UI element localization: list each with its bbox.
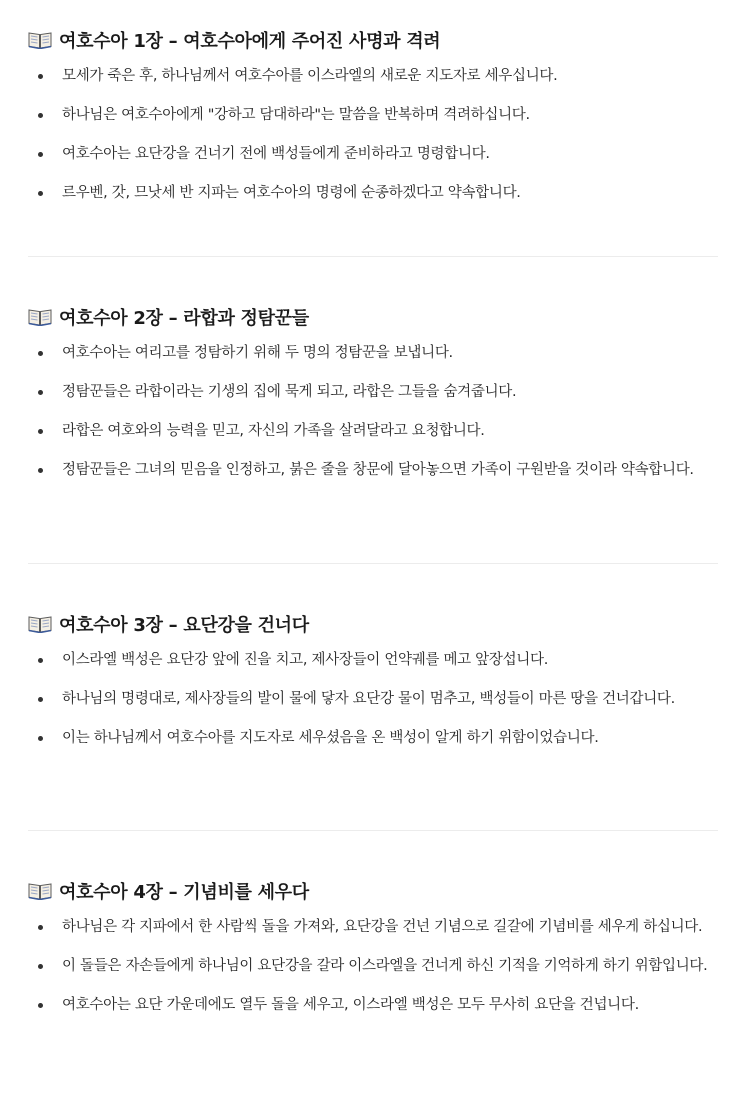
list-item bbox=[28, 685, 718, 714]
list-item-text: 하나님은 여호수아에게 "강하고 담대하라"는 말씀을 반복하며 격려하십니다. bbox=[62, 107, 530, 123]
open-book-icon bbox=[28, 882, 52, 900]
list-item-text: 정탐꾼들은 라합이라는 기생의 집에 묵게 되고, 라합은 그들을 숨겨줍니다. bbox=[62, 384, 517, 400]
section-title: 여호수아 1장 – 여호수아에게 주어진 사명과 격려 bbox=[59, 31, 441, 52]
section-heading bbox=[28, 610, 718, 638]
chapter-section-1 bbox=[28, 26, 718, 208]
list-item bbox=[28, 339, 718, 368]
chapter-section-4 bbox=[28, 877, 718, 1020]
section-heading bbox=[28, 877, 718, 905]
bullet-list bbox=[28, 339, 718, 485]
chapter-section-2 bbox=[28, 303, 718, 485]
bullet-icon bbox=[38, 351, 43, 356]
bullet-icon bbox=[38, 964, 43, 969]
list-item bbox=[28, 724, 718, 753]
list-item-text: 여호수아는 요단 가운데에도 열두 돌을 세우고, 이스라엘 백성은 모두 무사히 요단을 건넙니다. bbox=[62, 997, 639, 1013]
list-item-text: 여호수아는 여리고를 정탐하기 위해 두 명의 정탐꾼을 보냅니다. bbox=[62, 345, 453, 361]
bullet-icon bbox=[38, 697, 43, 702]
list-item-text: 이 돌들은 자손들에게 하나님이 요단강을 갈라 이스라엘을 건너게 하신 기적을 기억하게 하기 위함입니다. bbox=[62, 958, 708, 974]
open-book-icon bbox=[28, 615, 52, 633]
list-item bbox=[28, 913, 718, 942]
bullet-icon bbox=[38, 74, 43, 79]
list-item-text: 르우벤, 갓, 므낫세 반 지파는 여호수아의 명령에 순종하겠다고 약속합니다. bbox=[62, 185, 521, 201]
bullet-list bbox=[28, 62, 718, 208]
list-item-text: 라합은 여호와의 능력을 믿고, 자신의 가족을 살려달라고 요청합니다. bbox=[62, 423, 485, 439]
open-book-icon bbox=[28, 308, 52, 326]
bullet-icon bbox=[38, 390, 43, 395]
bullet-icon bbox=[38, 925, 43, 930]
bullet-icon bbox=[38, 1003, 43, 1008]
list-item-text: 이스라엘 백성은 요단강 앞에 진을 치고, 제사장들이 언약궤를 메고 앞장섭니다. bbox=[62, 652, 549, 668]
section-title: 여호수아 4장 – 기념비를 세우다 bbox=[59, 882, 309, 903]
bullet-list bbox=[28, 646, 718, 753]
chapter-section-3 bbox=[28, 610, 718, 753]
list-item-text: 정탐꾼들은 그녀의 믿음을 인정하고, 붉은 줄을 창문에 달아놓으면 가족이 구원받을 것이라 약속합니다. bbox=[62, 462, 694, 478]
section-divider bbox=[28, 830, 718, 831]
list-item bbox=[28, 952, 718, 981]
list-item-text: 모세가 죽은 후, 하나님께서 여호수아를 이스라엘의 새로운 지도자로 세우십니다. bbox=[62, 68, 558, 84]
bullet-icon bbox=[38, 152, 43, 157]
section-divider bbox=[28, 256, 718, 257]
section-heading bbox=[28, 303, 718, 331]
list-item-text: 하나님은 각 지파에서 한 사람씩 돌을 가져와, 요단강을 건넌 기념으로 길갈에 기념비를 세우게 하십니다. bbox=[62, 919, 703, 935]
section-divider bbox=[28, 563, 718, 564]
section-title: 여호수아 2장 – 라합과 정탐꾼들 bbox=[59, 308, 309, 329]
section-heading bbox=[28, 26, 718, 54]
section-title: 여호수아 3장 – 요단강을 건너다 bbox=[59, 615, 309, 636]
list-item bbox=[28, 179, 718, 208]
list-item bbox=[28, 991, 718, 1020]
list-item bbox=[28, 378, 718, 407]
list-item bbox=[28, 646, 718, 675]
list-item bbox=[28, 456, 718, 485]
bullet-icon bbox=[38, 429, 43, 434]
list-item-text: 여호수아는 요단강을 건너기 전에 백성들에게 준비하라고 명령합니다. bbox=[62, 146, 490, 162]
list-item bbox=[28, 62, 718, 91]
bullet-icon bbox=[38, 736, 43, 741]
bullet-icon bbox=[38, 191, 43, 196]
list-item-text: 이는 하나님께서 여호수아를 지도자로 세우셨음을 온 백성이 알게 하기 위함이었습니다. bbox=[62, 730, 599, 746]
list-item-text: 하나님의 명령대로, 제사장들의 발이 물에 닿자 요단강 물이 멈추고, 백성들이 마른 땅을 건너갑니다. bbox=[62, 691, 675, 707]
list-item bbox=[28, 140, 718, 169]
open-book-icon bbox=[28, 31, 52, 49]
bullet-list bbox=[28, 913, 718, 1020]
list-item bbox=[28, 101, 718, 130]
bullet-icon bbox=[38, 113, 43, 118]
bullet-icon bbox=[38, 658, 43, 663]
bullet-icon bbox=[38, 468, 43, 473]
list-item bbox=[28, 417, 718, 446]
